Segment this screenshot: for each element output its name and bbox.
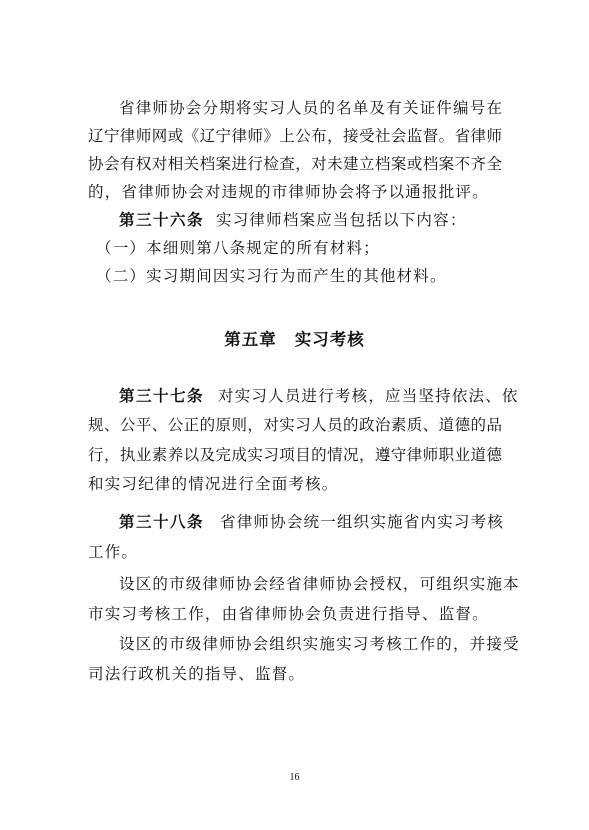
paragraph-line: 工作。 (88, 543, 139, 561)
article-text: 对实习人员进行考核，应当坚持依法、依 (218, 387, 519, 405)
article-text: 省律师协会统一组织实施省内实习考核 (220, 513, 504, 531)
chapter-number: 第五章 (224, 330, 277, 349)
paragraph-line: 协会有权对相关档案进行检查，对未建立档案或档案不齐全 (88, 155, 502, 173)
chapter-heading (0, 326, 589, 350)
paragraph-line: 行，执业素养以及完成实习项目的情况，遵守律师职业道德 (88, 446, 502, 464)
paragraph-line: 司法行政机关的指导、监督。 (88, 665, 306, 683)
article-36 (119, 210, 467, 230)
paragraph-line: 和实习纪律的情况进行全面考核。 (88, 475, 339, 493)
paragraph-line: 的，省律师协会对违规的市律师协会将予以通报批评。 (88, 183, 489, 201)
paragraph-line: 省律师协会分期将实习人员的名单及有关证件编号在 (119, 99, 504, 117)
article-number: 第三十七条 (119, 387, 205, 405)
paragraph-line: 规、公平、公正的原则，对实习人员的政治素质、道德的品 (88, 416, 502, 434)
chapter-title: 实习考核 (294, 330, 365, 349)
page-number: 16 (289, 772, 300, 783)
article-number: 第三十六条 (119, 211, 205, 229)
article-number: 第三十八条 (119, 513, 205, 531)
paragraph-line: 辽宁律师网或《辽宁律师》上公布，接受社会监督。省律师 (88, 127, 502, 145)
article-37 (119, 386, 519, 406)
article-text: 实习律师档案应当包括以下内容： (216, 211, 467, 229)
list-item: （二）实习期间因实习行为而产生的其他材料。 (96, 267, 447, 285)
paragraph-line: 市实习考核工作，由省律师协会负责进行指导、监督。 (88, 605, 489, 623)
paragraph-line: 设区的市级律师协会组织实施实习考核工作的，并接受 (119, 635, 520, 653)
paragraph-line: 设区的市级律师协会经省律师协会授权，可组织实施本 (119, 575, 520, 593)
article-38 (119, 512, 504, 532)
list-item: （一）本细则第八条规定的所有材料； (96, 239, 380, 257)
